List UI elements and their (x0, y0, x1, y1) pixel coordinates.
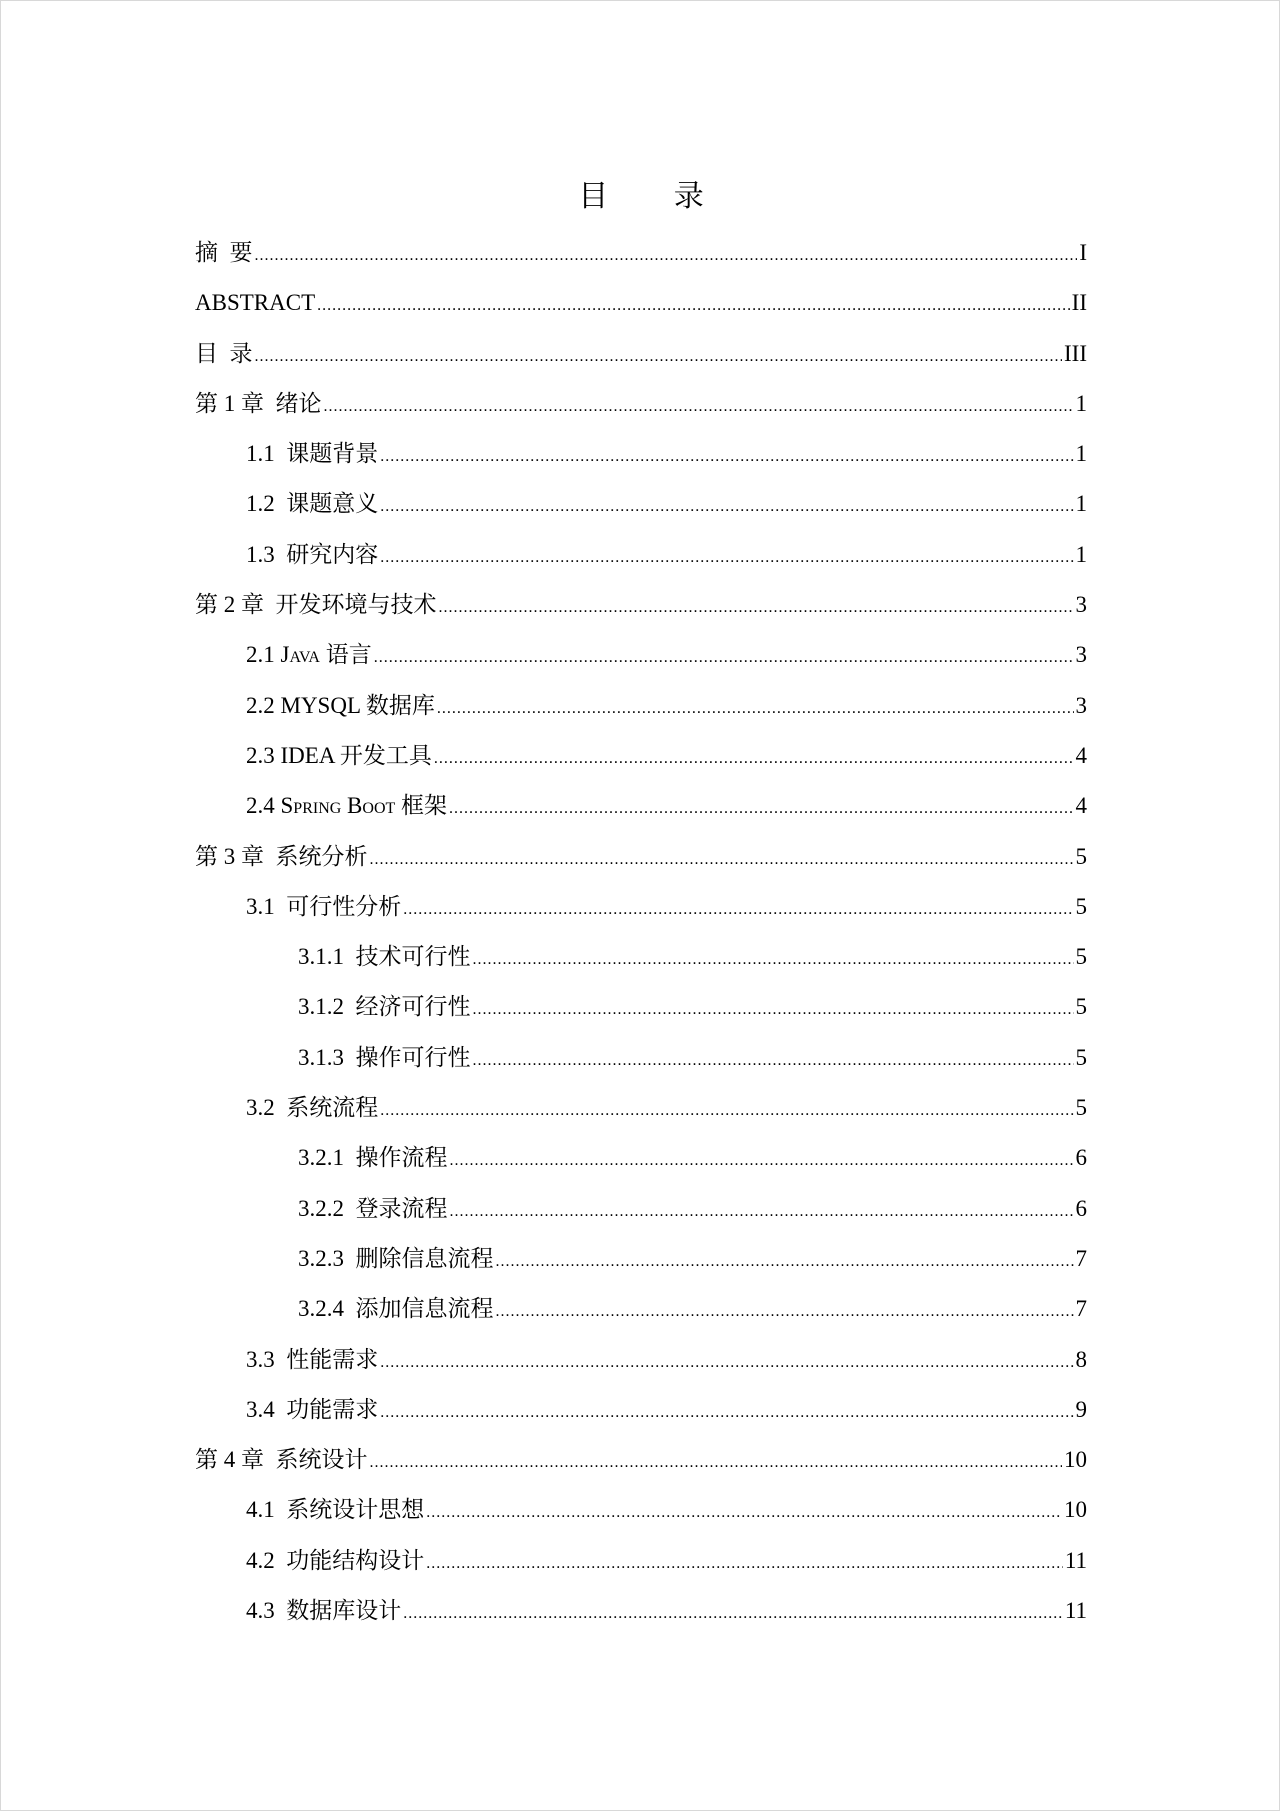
toc-entry-label: 第 2 章 开发环境与技术 (195, 592, 437, 618)
dot-leader (473, 940, 1074, 980)
toc-entry[interactable] (195, 736, 1087, 786)
dot-leader (380, 1393, 1073, 1433)
toc-entry[interactable] (195, 635, 1087, 685)
toc-entry[interactable] (195, 233, 1087, 283)
toc-entry-page: II (1071, 290, 1087, 316)
toc-entry[interactable] (195, 1038, 1087, 1088)
toc-entry[interactable] (195, 1340, 1087, 1390)
dot-leader (496, 1292, 1074, 1332)
toc-entry-page: 6 (1075, 1195, 1087, 1221)
dot-leader (426, 1544, 1063, 1584)
toc-entry-label: 目 录 (195, 340, 253, 366)
dot-leader (437, 689, 1074, 729)
toc-entry-page: 1 (1075, 441, 1087, 467)
toc-entry-page: 8 (1075, 1346, 1087, 1372)
toc-entry-page: 4 (1075, 793, 1087, 819)
toc-entry-label: 2.1 Java 语言 (246, 642, 372, 668)
dot-leader (380, 538, 1073, 578)
dot-leader (324, 387, 1074, 427)
dot-leader (380, 437, 1073, 477)
toc-entry-page: 9 (1075, 1396, 1087, 1422)
table-of-contents (195, 233, 1087, 1641)
dot-leader (255, 337, 1063, 377)
toc-entry-page: 10 (1064, 1497, 1087, 1523)
toc-entry-page: 3 (1075, 642, 1087, 668)
dot-leader (380, 1091, 1073, 1131)
toc-entry[interactable] (195, 334, 1087, 384)
dot-leader (449, 789, 1073, 829)
toc-entry[interactable] (195, 987, 1087, 1037)
toc-entry-page: 5 (1075, 944, 1087, 970)
toc-entry-label: 摘 要 (195, 240, 253, 265)
toc-entry-label: ABSTRACT (195, 290, 316, 316)
dot-leader (317, 286, 1070, 326)
toc-entry-label: 第 3 章 系统分析 (195, 843, 368, 869)
toc-entry[interactable] (195, 837, 1087, 887)
toc-entry[interactable] (195, 484, 1087, 534)
toc-entry-page: 1 (1075, 541, 1087, 567)
toc-entry-page: 5 (1075, 994, 1087, 1020)
toc-entry-page: 4 (1075, 742, 1087, 768)
toc-entry[interactable] (195, 1289, 1087, 1339)
toc-entry[interactable] (195, 585, 1087, 635)
toc-entry-page: I (1079, 240, 1087, 265)
dot-leader (380, 1343, 1073, 1383)
dot-leader (380, 487, 1073, 527)
toc-entry-label: 4.2 功能结构设计 (246, 1547, 425, 1573)
toc-entry[interactable] (195, 887, 1087, 937)
toc-entry-page: 11 (1064, 1547, 1087, 1573)
toc-entry-label: 4.1 系统设计思想 (246, 1497, 425, 1523)
toc-entry-page: 1 (1075, 491, 1087, 517)
toc-entry[interactable] (195, 535, 1087, 585)
toc-entry[interactable] (195, 937, 1087, 987)
toc-entry-page: 5 (1075, 1044, 1087, 1070)
toc-entry-label: 2.3 IDEA 开发工具 (246, 742, 432, 768)
toc-entry[interactable] (195, 1541, 1087, 1591)
toc-entry[interactable] (195, 1490, 1087, 1540)
toc-entry[interactable] (195, 1088, 1087, 1138)
toc-entry[interactable] (195, 434, 1087, 484)
toc-entry-page: 6 (1075, 1145, 1087, 1171)
toc-entry[interactable] (195, 1239, 1087, 1289)
toc-entry-page: 3 (1075, 692, 1087, 718)
toc-entry[interactable] (195, 1138, 1087, 1188)
toc-title: 目 录 (578, 179, 732, 214)
toc-entry-page: 5 (1075, 1095, 1087, 1121)
toc-entry-label: 3.2 系统流程 (246, 1095, 379, 1121)
toc-entry-label: 第 1 章 绪论 (195, 390, 322, 416)
toc-entry-label: 1.2 课题意义 (246, 491, 379, 517)
toc-entry-page: 5 (1075, 843, 1087, 869)
toc-entry[interactable] (195, 1591, 1087, 1641)
toc-entry[interactable] (195, 1189, 1087, 1239)
toc-entry-page: 5 (1075, 893, 1087, 919)
toc-entry-page: 11 (1064, 1598, 1087, 1624)
toc-entry-page: 7 (1075, 1296, 1087, 1322)
dot-leader (473, 990, 1074, 1030)
dot-leader (374, 638, 1074, 678)
toc-entry[interactable] (195, 1390, 1087, 1440)
toc-entry-label: 2.2 MYSQL 数据库 (246, 692, 435, 718)
toc-entry-page: 10 (1064, 1447, 1087, 1473)
toc-entry-label: 3.4 功能需求 (246, 1396, 379, 1422)
toc-entry-label: 3.2.1 操作流程 (298, 1145, 448, 1171)
toc-entry-page: 1 (1075, 390, 1087, 416)
dot-leader (426, 1493, 1062, 1533)
toc-entry-page: III (1064, 340, 1087, 366)
dot-leader (439, 588, 1074, 628)
toc-entry-label: 第 4 章 系统设计 (195, 1447, 368, 1473)
toc-entry-page: 7 (1075, 1245, 1087, 1271)
toc-entry-label: 3.1.1 技术可行性 (298, 944, 471, 970)
dot-leader (496, 1242, 1074, 1282)
dot-leader (370, 1443, 1063, 1483)
toc-entry-label: 3.2.3 删除信息流程 (298, 1245, 494, 1271)
dot-leader (403, 890, 1073, 930)
toc-entry[interactable] (195, 283, 1087, 333)
toc-entry-page: 3 (1075, 592, 1087, 618)
toc-entry-label: 1.1 课题背景 (246, 441, 379, 467)
toc-entry[interactable] (195, 686, 1087, 736)
toc-entry[interactable] (195, 384, 1087, 434)
toc-entry-label: 3.1.3 操作可行性 (298, 1044, 471, 1070)
dot-leader (370, 840, 1074, 880)
toc-entry-label: 3.1 可行性分析 (246, 893, 402, 919)
dot-leader (434, 739, 1074, 779)
dot-leader (255, 236, 1078, 276)
dot-leader (450, 1141, 1074, 1181)
toc-entry-label: 3.2.4 添加信息流程 (298, 1296, 494, 1322)
toc-entry-label: 3.1.2 经济可行性 (298, 994, 471, 1020)
toc-entry-label: 2.4 Spring Boot 框架 (246, 793, 448, 819)
toc-entry-label: 3.3 性能需求 (246, 1346, 379, 1372)
toc-entry-label: 4.3 数据库设计 (246, 1598, 402, 1624)
toc-entry-label: 1.3 研究内容 (246, 541, 379, 567)
dot-leader (473, 1041, 1074, 1081)
dot-leader (403, 1594, 1063, 1634)
toc-entry[interactable] (195, 786, 1087, 836)
dot-leader (450, 1192, 1074, 1232)
toc-entry-label: 3.2.2 登录流程 (298, 1195, 448, 1221)
toc-entry[interactable] (195, 1440, 1087, 1490)
